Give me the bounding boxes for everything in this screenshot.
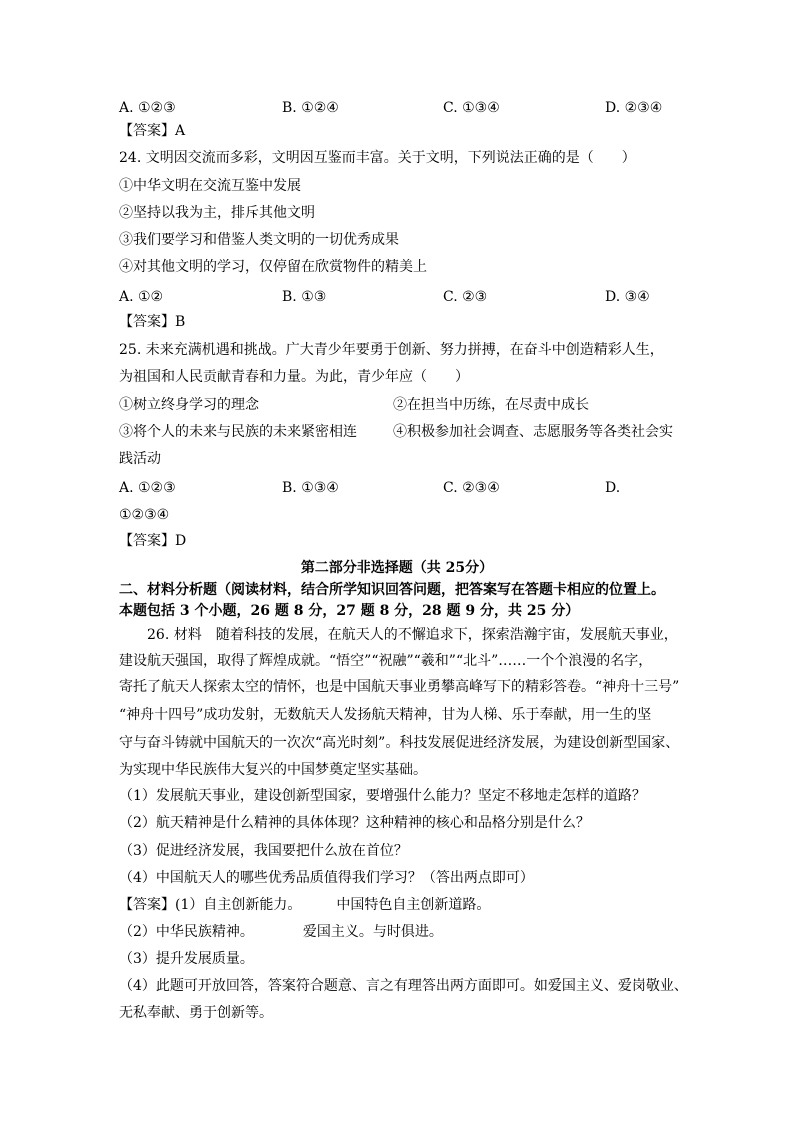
q26-material-line-5: 守与奋斗铸就中国航天的一次次“高光时刻”。科技发展促进经济发展，为建设创新型国家、 bbox=[119, 735, 680, 751]
q26-material-line-2: 建设航天强国，取得了辉煌成就。“悟空”“祝融”“羲和”“北斗”……一个个浪漫的名字， bbox=[119, 653, 653, 669]
q24-option-b: B. ①③ bbox=[282, 289, 327, 305]
section-heading-line-2: 本题包括 3 个小题，26 题 8 分，27 题 8 分，28 题 9 分，共 25 分） bbox=[119, 603, 580, 619]
q25-option-d: D. bbox=[605, 480, 621, 496]
q26-question-4: （4）中国航天人的哪些优秀品质值得我们学习？（答出两点即可） bbox=[119, 870, 534, 886]
q26-answer-4: （4）此题可开放回答，答案符合题意、言之有理答出两方面即可。如爱国主义、爱岗敬业、 bbox=[119, 978, 688, 994]
q23-option-c: C. ①③④ bbox=[443, 100, 500, 116]
q26-answer-4-cont: 无私奉献、勇于创新等。 bbox=[119, 1005, 273, 1021]
q25-item-2: ②在担当中历练，在尽责中成长 bbox=[393, 397, 589, 413]
q26-material-line-6: 为实现中华民族伟大复兴的中国梦奠定坚实基础。 bbox=[119, 762, 427, 778]
q25-option-d-text: ①②③④ bbox=[119, 507, 170, 523]
q26-question-3: （3）促进经济发展，我国要把什么放在首位？ bbox=[119, 843, 408, 859]
q26-material-line-4: “神舟十四号”成功发射，无数航天人发扬航天精神，甘为人梯、乐于奉献，用一生的坚 bbox=[119, 707, 652, 723]
q26-answer-2: （2）中华民族精神。 爱国主义。与时俱进。 bbox=[119, 924, 443, 940]
q24-item-4: ④对其他文明的学习，仅停留在欣赏物件的精美上 bbox=[119, 259, 427, 275]
q24-stem: 24. 文明因交流而多彩，文明因互鉴而丰富。关于文明，下列说法正确的是（ ） bbox=[119, 150, 636, 166]
q25-item-3: ③将个人的未来与民族的未来紧密相连 bbox=[119, 424, 357, 440]
q25-item-4: ④积极参加社会调查、志愿服务等各类社会实 bbox=[393, 424, 673, 440]
q25-stem-line-1: 25. 未来充满机遇和挑战。广大青少年要勇于创新、努力拼搏，在奋斗中创造精彩人生， bbox=[119, 342, 664, 358]
q26-material-line-1: 26. 材料 随着科技的发展，在航天人的不懈追求下，探索浩瀚宇宙，发展航天事业， bbox=[147, 627, 678, 643]
q23-option-d: D. ②③④ bbox=[605, 100, 663, 116]
q26-answer-1: 【答案】(1）自主创新能力。 中国特色自主创新道路。 bbox=[119, 897, 491, 913]
q26-question-1: （1）发展航天事业，建设创新型国家，要增强什么能力？坚定不移地走怎样的道路？ bbox=[119, 788, 646, 804]
q25-option-b: B. ①③④ bbox=[282, 480, 339, 496]
q24-option-c: C. ②③ bbox=[443, 289, 488, 305]
q25-answer: 【答案】D bbox=[119, 533, 187, 549]
q23-answer: 【答案】A bbox=[119, 123, 186, 139]
q24-item-3: ③我们要学习和借鉴人类文明的一切优秀成果 bbox=[119, 232, 399, 248]
q25-item-1: ①树立终身学习的理念 bbox=[119, 397, 259, 413]
q23-option-b: B. ①②④ bbox=[282, 100, 339, 116]
q24-item-1: ①中华文明在交流互鉴中发展 bbox=[119, 178, 301, 194]
q26-material-line-3: 寄托了航天人探索太空的情怀，也是中国航天事业勇攀高峰写下的精彩答卷。“神舟十三号” bbox=[119, 679, 680, 695]
q26-answer-3: （3）提升发展质量。 bbox=[119, 951, 254, 967]
q24-option-a: A. ①② bbox=[119, 289, 164, 305]
q25-option-a: A. ①②③ bbox=[119, 480, 176, 496]
q24-answer: 【答案】B bbox=[119, 314, 186, 330]
q25-stem-line-2: 为祖国和人民贡献青春和力量。为此，青少年应（ ） bbox=[119, 369, 469, 385]
part2-title: 第二部分非选择题（共 25分） bbox=[300, 560, 494, 576]
q24-item-2: ②坚持以我为主，排斥其他文明 bbox=[119, 205, 315, 221]
q23-option-a: A. ①②③ bbox=[119, 100, 176, 116]
q25-item-4-cont: 践活动 bbox=[119, 451, 161, 467]
q26-question-2: （2）航天精神是什么精神的具体体现？这种精神的核心和品格分别是什么？ bbox=[119, 815, 590, 831]
section-heading-line-1: 二、材料分析题（阅读材料，结合所学知识回答问题，把答案写在答题卡相应的位置上。 bbox=[119, 582, 665, 598]
q25-option-c: C. ②③④ bbox=[443, 480, 500, 496]
q24-option-d: D. ③④ bbox=[605, 289, 650, 305]
